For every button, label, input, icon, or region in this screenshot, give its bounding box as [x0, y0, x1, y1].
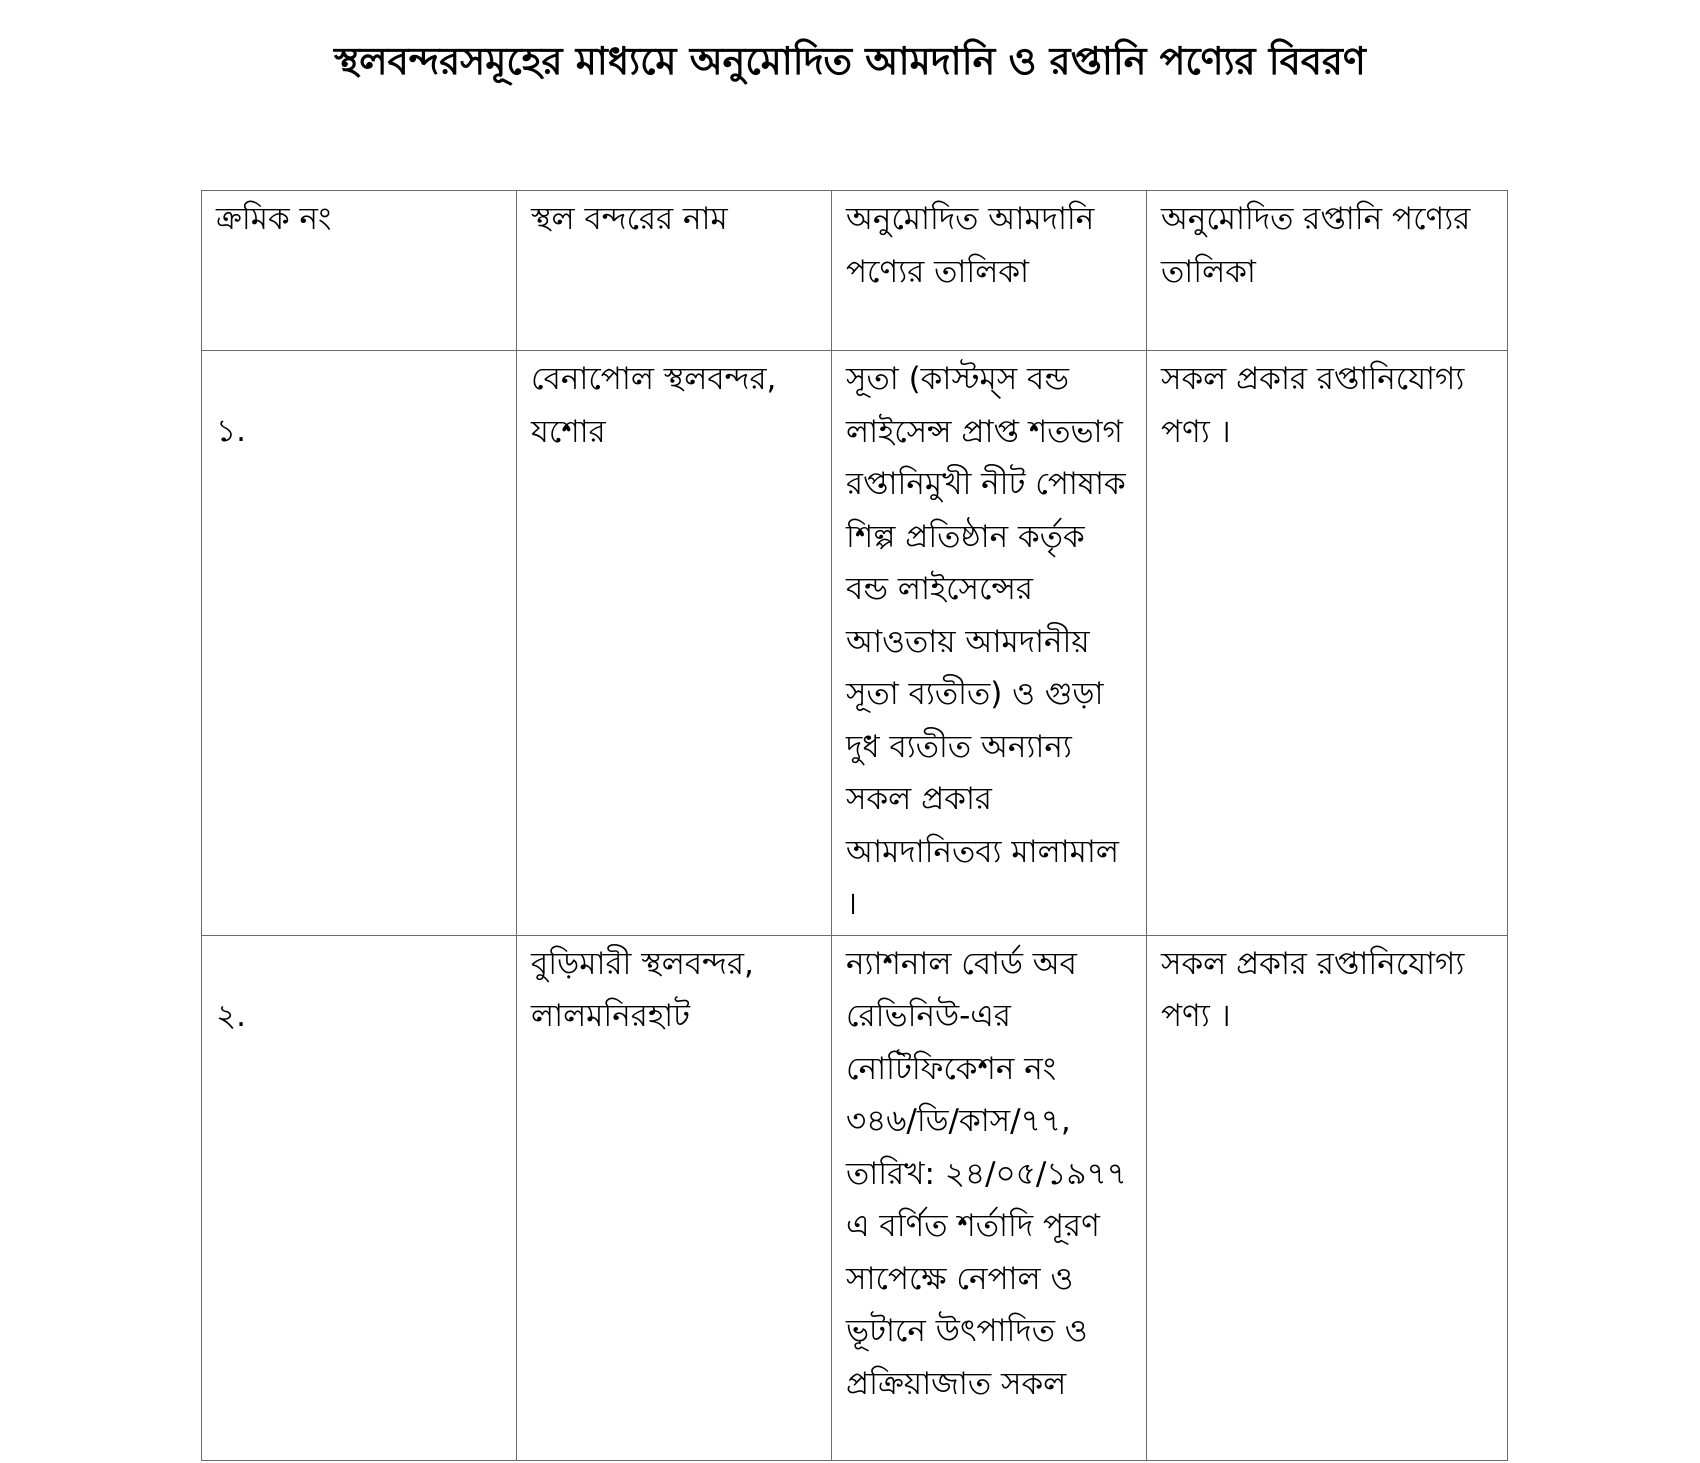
header-port-name: স্থল বন্দরের নাম	[517, 191, 832, 351]
serial-cell	[202, 935, 517, 1460]
serial-cell	[202, 351, 517, 936]
exports-cell: সকল প্রকার রপ্তানিযোগ্য পণ্য ।	[1147, 935, 1508, 1460]
imports-cell: ন্যাশনাল বোর্ড অব রেভিনিউ-এর নোটিফিকেশন নং ৩৪৬/ডি/কাস/৭৭, তারিখ: ২৪/০৫/১৯৭৭ এ বর্ণিত শর্তাদি পূরণ সাপেক্ষে নেপাল ও ভূটানে উৎপাদিত ও প্রক্রিয়াজাত সকল	[832, 935, 1147, 1460]
serial-number: ১.	[216, 413, 246, 449]
page-title: স্থলবন্দরসমূহের মাধ্যমে অনুমোদিত আমদানি ও রপ্তানি পণ্যের বিবরণ	[334, 39, 1366, 83]
land-port-goods-table	[201, 190, 1508, 1461]
serial-number: ২.	[216, 997, 247, 1034]
port-name-cell: বেনাপোল স্থলবন্দর, যশোর	[517, 351, 832, 936]
table-row	[202, 935, 1508, 1460]
exports-cell: সকল প্রকার রপ্তানিযোগ্য পণ্য ।	[1147, 351, 1508, 936]
header-approved-exports: অনুমোদিত রপ্তানি পণ্যের তালিকা	[1147, 191, 1508, 351]
header-approved-imports: অনুমোদিত আমদানি পণ্যের তালিকা	[832, 191, 1147, 351]
header-serial-number: ক্রমিক নং	[202, 191, 517, 351]
table-row	[202, 351, 1508, 936]
port-name-cell: বুড়িমারী স্থলবন্দর, লালমনিরহাট	[517, 935, 832, 1460]
table-header-row	[202, 191, 1508, 351]
imports-cell: সূতা (কাস্টম্‌স বন্ড লাইসেন্স প্রাপ্ত শতভাগ রপ্তানিমুখী নীট পোষাক শিল্প প্রতিষ্ঠান কর্তৃক বন্ড লাইসেন্সের আওতায় আমদানীয় সূতা ব্যতীত) ও গুড়া দুধ ব্যতীত অন্যান্য সকল প্রকার আমদানিতব্য মালামাল ।	[832, 351, 1147, 936]
